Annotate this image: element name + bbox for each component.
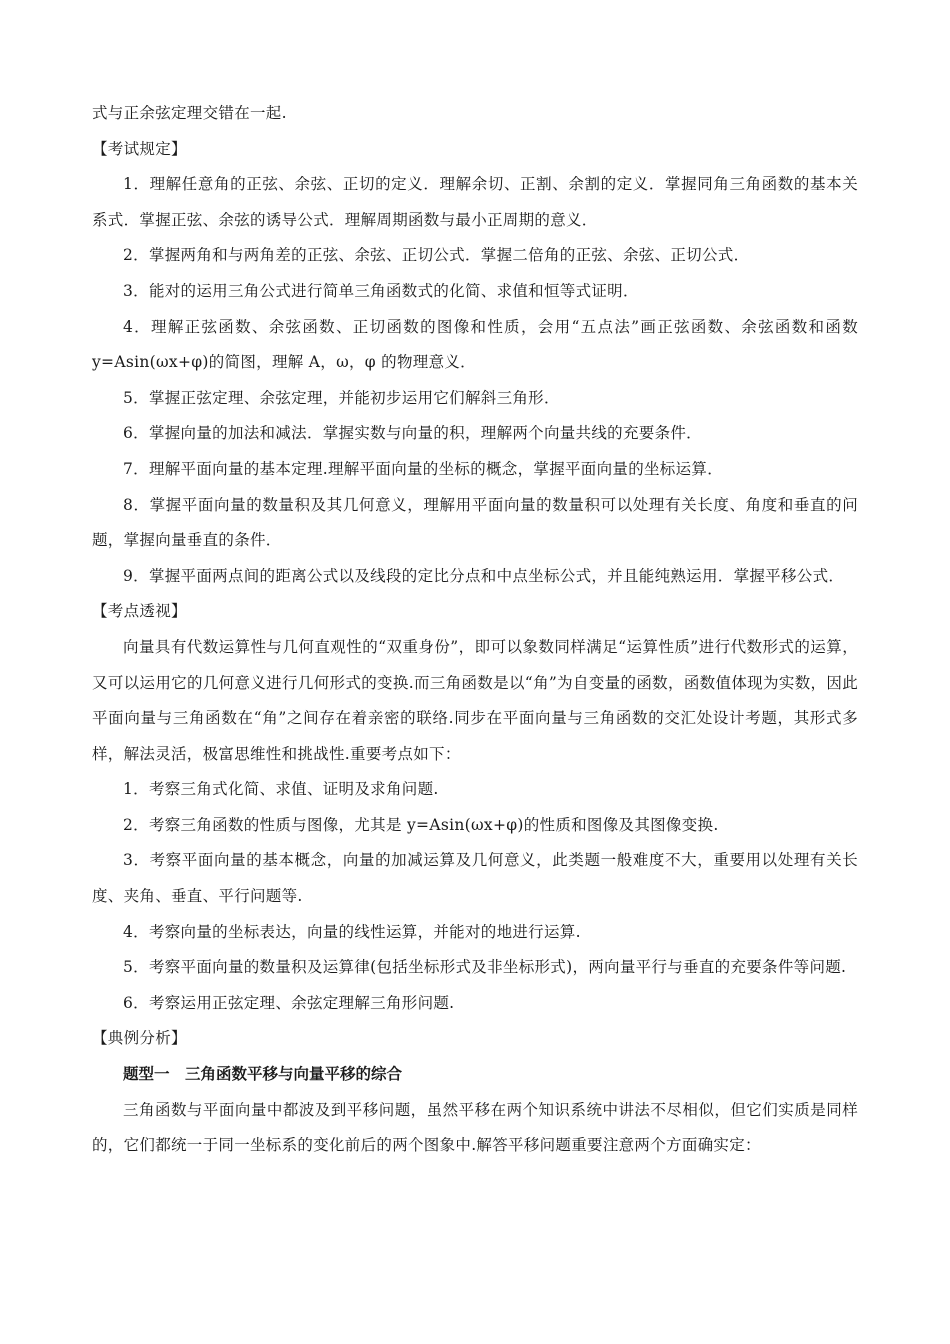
points-item-1: 1．考察三角式化简、求值、证明及求角问题.	[123, 780, 439, 799]
points-item-2: 2．考察三角函数的性质与图像，尤其是 y=Asin(ωx+φ)的性质和图像及其图像变换.	[123, 815, 719, 834]
example-paragraph: 三角函数与平面向量中都波及到平移问题，虽然平移在两个知识系统中讲法不尽相似，但它们实质是同样的，它们都统一于同一坐标系的变化前后的两个图象中.解答平移问题重要注意两个方面确实定：	[92, 1100, 858, 1155]
document-page	[92, 96, 858, 1164]
points-item-6: 6．考察运用正弦定理、余弦定理解三角形问题.	[123, 993, 455, 1012]
exam-item-9: 9．掌握平面两点间的距离公式以及线段的定比分点和中点坐标公式，并且能纯熟运用．掌握平移公式．	[123, 566, 845, 585]
section-heading-points: 【考点透视】	[92, 602, 187, 621]
exam-item-1: 1．理解任意角的正弦、余弦、正切的定义．理解余切、正割、余割的定义．掌握同角三角函数的基本关系式．掌握正弦、余弦的诱导公式．理解周期函数与最小正周期的意义．	[92, 175, 858, 229]
exam-item-2: 2．掌握两角和与两角差的正弦、余弦、正切公式．掌握二倍角的正弦、余弦、正切公式．	[123, 246, 750, 265]
exam-item-6: 6．掌握向量的加法和减法．掌握实数与向量的积，理解两个向量共线的充要条件．	[123, 424, 702, 443]
exam-item-8: 8．掌握平面向量的数量积及其几何意义，理解用平面向量的数量积可以处理有关长度、角度和垂直的问题，掌握向量垂直的条件．	[92, 495, 858, 550]
example-type-heading: 题型一 三角函数平移与向量平移的综合	[123, 1065, 403, 1084]
exam-item-5: 5．掌握正弦定理、余弦定理，并能初步运用它们解斜三角形．	[123, 388, 560, 407]
points-item-3: 3．考察平面向量的基本概念，向量的加减运算及几何意义，此类题一般难度不大，重要用以处理有关长度、夹角、垂直、平行问题等.	[92, 851, 858, 906]
section-heading-exam: 【考试规定】	[92, 139, 187, 158]
exam-item-4: 4．理解正弦函数、余弦函数、正切函数的图像和性质，会用“五点法”画正弦函数、余弦函数和函数 y=Asin(ωx+φ)的简图，理解 A，ω，φ 的物理意义．	[92, 317, 858, 372]
points-intro: 向量具有代数运算性与几何直观性的“双重身份”，即可以象数同样满足“运算性质”进行代数形式的运算，又可以运用它的几何意义进行几何形式的变换.而三角函数是以“角”为自变量的函数，函数值体现为实数，因此平面向量与三角函数在“角”之间存在着亲密的联络.同步在平面向量与三角函数的交汇处设计考题，其形式多样，解法灵活，极富思维性和挑战性.重要考点如下：	[92, 637, 858, 763]
exam-item-3: 3．能对的运用三角公式进行简单三角函数式的化简、求值和恒等式证明．	[123, 281, 639, 300]
exam-item-7: 7．理解平面向量的基本定理.理解平面向量的坐标的概念，掌握平面向量的坐标运算．	[123, 459, 723, 478]
points-item-5: 5．考察平面向量的数量积及运算律(包括坐标形式及非坐标形式)，两向量平行与垂直的充要条件等问题.	[123, 958, 847, 977]
points-item-4: 4．考察向量的坐标表达，向量的线性运算，并能对的地进行运算.	[123, 922, 581, 941]
section-heading-examples: 【典例分析】	[92, 1029, 187, 1048]
intro-line: 式与正余弦定理交错在一起.	[92, 104, 287, 122]
